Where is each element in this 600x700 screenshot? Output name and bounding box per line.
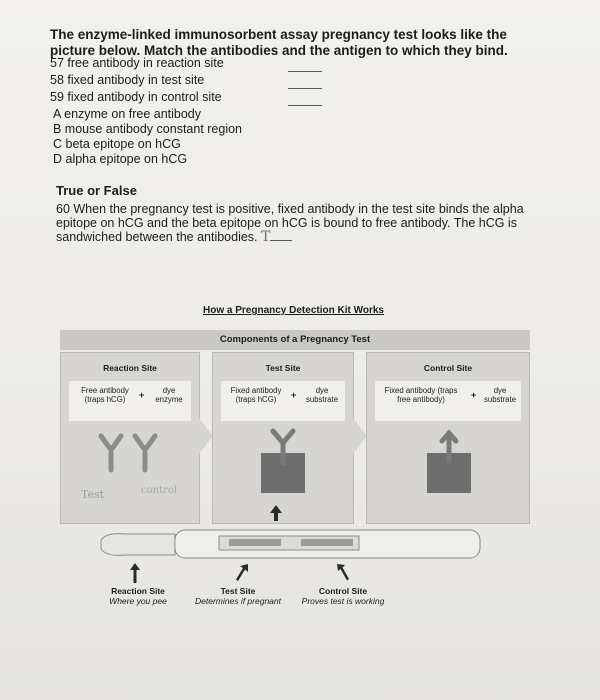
plus-sign: + — [139, 390, 145, 400]
question-title: The enzyme-linked immunosorbent assay pregnancy test looks like the picture below. Match the antibodies and the antigen to which they bind. — [50, 27, 508, 58]
answer-blank-58[interactable] — [288, 88, 322, 89]
fixed-antibody-hcg-label: Fixed antibody (traps hCG) — [230, 386, 282, 404]
handwritten-note-right: control — [141, 485, 178, 496]
item-59: 59 fixed antibody in control site — [50, 90, 222, 104]
caption-reaction-title: Reaction Site — [111, 586, 165, 596]
free-antibody-label: Free antibody (traps hCG) — [81, 386, 129, 404]
reaction-site-panel — [60, 352, 200, 524]
test-strip-graphic — [95, 522, 495, 567]
flow-arrow-1 — [199, 418, 213, 454]
reaction-site-components — [69, 381, 191, 421]
control-site-components — [375, 381, 521, 421]
answer-blank-57[interactable] — [288, 71, 322, 72]
caption-reaction-site — [98, 586, 178, 606]
true-false-heading: True or False — [56, 183, 137, 198]
test-site-antibody-graphic — [243, 425, 323, 495]
caption-test-title: Test Site — [220, 586, 256, 596]
handwritten-answer: T — [261, 229, 271, 245]
caption-control-title: Control Site — [318, 586, 368, 596]
test-site-pointer-icon — [234, 562, 252, 584]
control-site-antibody-graphic — [409, 425, 489, 495]
dye-substrate-label: dye substrate — [483, 386, 517, 404]
test-site-components — [221, 381, 345, 421]
handwritten-note-left: Test — [81, 488, 105, 501]
dye-substrate-label: dye substrate — [305, 386, 339, 404]
option-b: B mouse antibody constant region — [53, 122, 243, 136]
fixed-antibody-free-label: Fixed antibody (traps free antibody) — [384, 386, 458, 404]
caption-reaction-sub: Where you pee — [109, 596, 167, 606]
components-banner — [60, 330, 530, 350]
up-arrow-icon — [268, 504, 284, 522]
answer-blank-59[interactable] — [288, 105, 322, 106]
components-banner-text: Components of a Pregnancy Test — [219, 334, 371, 345]
option-c: C beta epitope on hCG — [53, 137, 181, 151]
control-site-header: Control Site — [423, 363, 473, 373]
option-d: D alpha epitope on hCG — [53, 152, 188, 166]
option-a: A enzyme on free antibody — [53, 107, 202, 121]
caption-control-sub: Proves test is working — [301, 596, 385, 606]
caption-test-sub: Determines if pregnant — [195, 596, 281, 606]
item-57: 57 free antibody in reaction site — [50, 56, 224, 70]
test-site-panel — [212, 352, 354, 524]
reaction-site-header: Reaction Site — [103, 363, 157, 373]
figure-title: How a Pregnancy Detection Kit Works — [203, 305, 384, 316]
caption-control-site — [296, 586, 390, 606]
true-false-question — [56, 202, 556, 244]
flow-arrow-2 — [353, 418, 367, 454]
control-site-panel — [366, 352, 530, 524]
free-antibodies-graphic — [91, 428, 171, 478]
plus-sign: + — [291, 390, 297, 400]
caption-test-site — [188, 586, 288, 606]
dye-enzyme-label: dye enzyme — [155, 386, 183, 404]
question-60-text: 60 When the pregnancy test is positive, fixed antibody in the test site binds the alpha epitope on hCG and the beta epitope on hCG is bound to free antibody. The hCG is sandwiched between the antibodies. — [56, 202, 524, 244]
answer-blank-60[interactable] — [270, 240, 292, 241]
item-58: 58 fixed antibody in test site — [50, 73, 205, 87]
plus-sign: + — [471, 390, 477, 400]
reaction-site-pointer-icon — [128, 562, 142, 584]
control-site-pointer-icon — [333, 562, 351, 584]
test-site-header: Test Site — [265, 363, 301, 373]
